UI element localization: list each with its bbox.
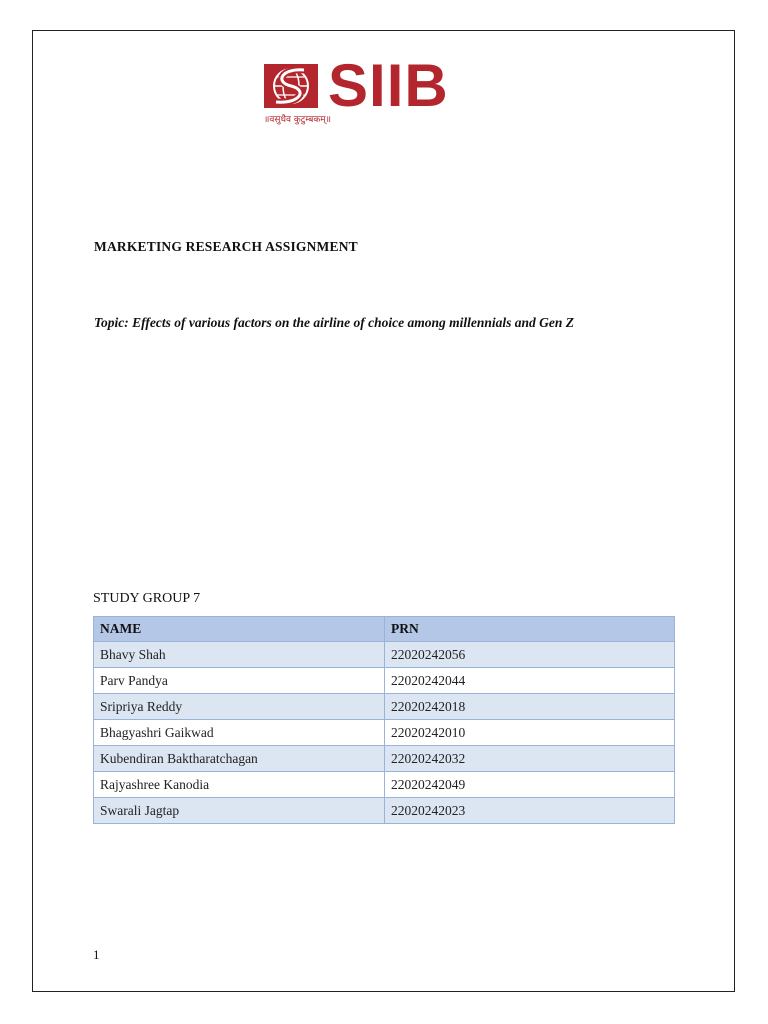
member-prn: 22020242056 — [385, 642, 675, 668]
assignment-title: MARKETING RESEARCH ASSIGNMENT — [94, 239, 358, 254]
table-row — [94, 772, 675, 798]
member-name: Bhagyashri Gaikwad — [94, 720, 385, 746]
logo-wordmark: SIIB — [328, 52, 449, 119]
members-table — [93, 616, 675, 824]
header-name: NAME — [94, 617, 385, 642]
member-name: Rajyashree Kanodia — [94, 772, 385, 798]
table-row — [94, 798, 675, 824]
table-row — [94, 642, 675, 668]
member-name: Kubendiran Baktharatchagan — [94, 746, 385, 772]
table-row — [94, 720, 675, 746]
page-number: 1 — [93, 947, 100, 962]
table-header-row — [94, 617, 675, 642]
member-prn: 22020242018 — [385, 694, 675, 720]
member-name: Swarali Jagtap — [94, 798, 385, 824]
member-prn: 22020242049 — [385, 772, 675, 798]
member-prn: 22020242032 — [385, 746, 675, 772]
siib-logo — [264, 52, 464, 125]
table-row — [94, 668, 675, 694]
member-name: Sripriya Reddy — [94, 694, 385, 720]
member-name: Parv Pandya — [94, 668, 385, 694]
header-prn: PRN — [385, 617, 675, 642]
member-prn: 22020242044 — [385, 668, 675, 694]
study-group-title: STUDY GROUP 7 — [93, 591, 201, 606]
member-prn: 22020242010 — [385, 720, 675, 746]
table-row — [94, 694, 675, 720]
member-prn: 22020242023 — [385, 798, 675, 824]
topic-line: Topic: Effects of various factors on the airline of choice among millennials and Gen Z — [94, 315, 575, 330]
logo-tagline: ॥वसुधैव कुटुम्बकम्॥ — [264, 115, 332, 125]
member-name: Bhavy Shah — [94, 642, 385, 668]
globe-emblem-icon — [264, 62, 318, 110]
page-border — [32, 30, 735, 992]
table-row — [94, 746, 675, 772]
